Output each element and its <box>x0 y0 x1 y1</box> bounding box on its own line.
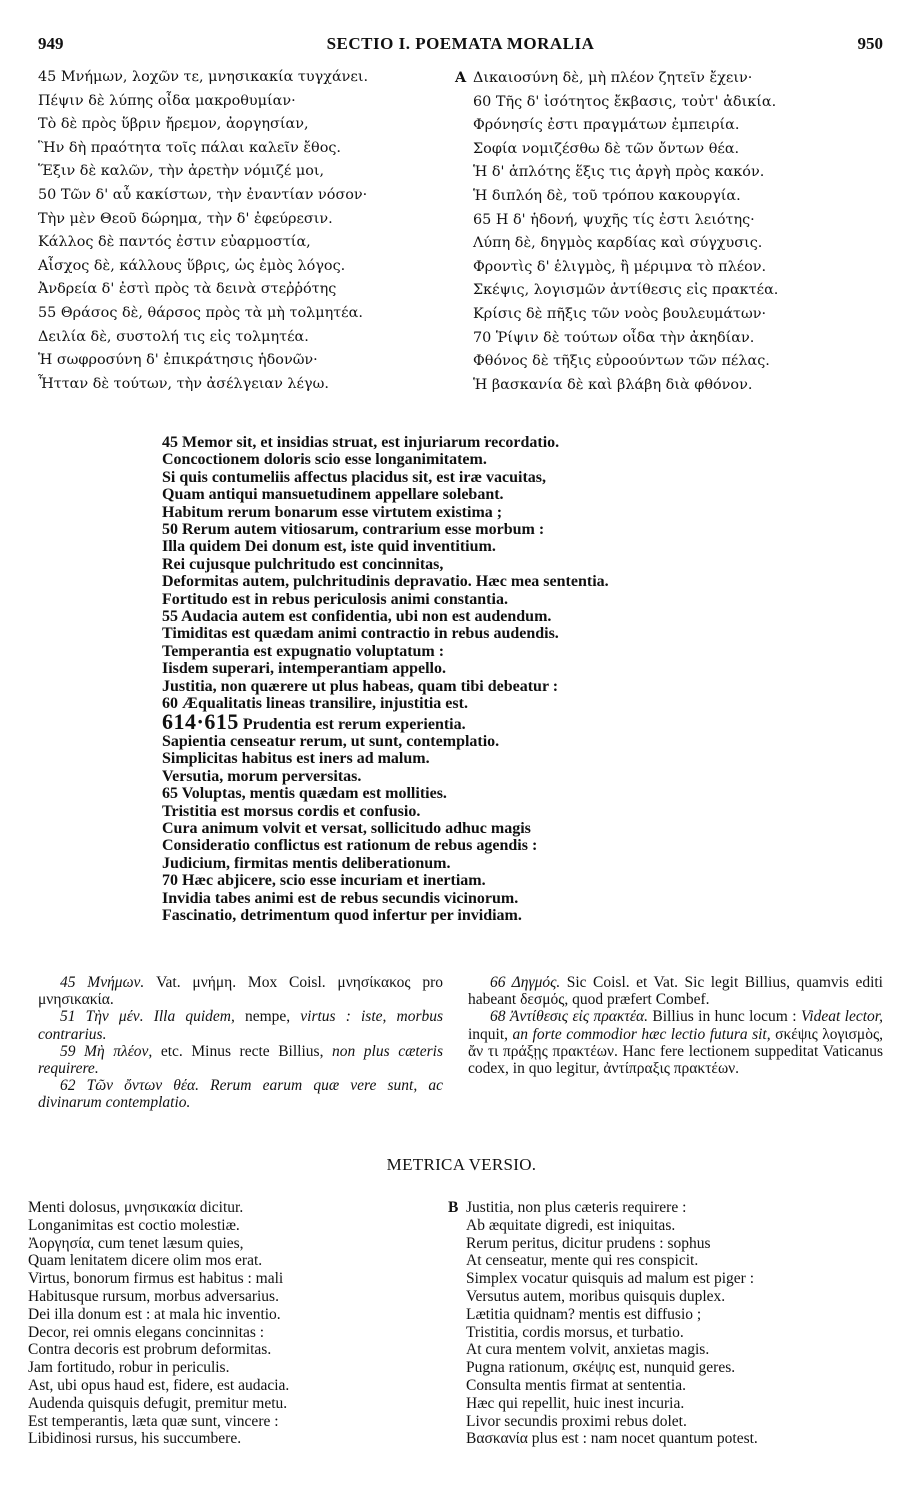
metrical-version-right-column <box>448 1199 888 1448</box>
metrica-left-line: Est temperantis, læta quæ sunt, vincere : <box>28 1412 279 1430</box>
page-header <box>38 34 883 58</box>
page-number-right: 950 <box>857 34 883 53</box>
greek-left-line: Πέψιν δὲ λύπης οἶδα μακροθυμίαν· <box>38 92 296 109</box>
footnote: 62 Τῶν ὄντων θέα. Rerum earum quæ vere sunt, ac divinarum contemplatio. <box>38 1077 443 1112</box>
greek-right-line: Σκέψις, λογισμῶν ἀντίθεσις εἰς πρακτέα. <box>473 282 779 299</box>
footnote: 68 Ἀντίθεσις εἰς πρακτέα. Billius in hunc locum : Videat lector, inquit, an forte commodior hæc lectio futura sit, σκέψις λογισμὸς, ἄν τι πράξῃς πρακτέων. Hanc fere lectionem suppeditat Vaticanus codex, in quo legitur, ἀντίπραξις πρακτέων. <box>468 1008 883 1078</box>
metrica-left-line: Audenda quisquis defugit, premitur metu. <box>28 1394 288 1412</box>
metrica-left-line: Longanimitas est coctio molestiæ. <box>28 1216 240 1234</box>
metrica-right-line: Consulta mentis firmat at sententia. <box>466 1376 686 1394</box>
metrica-right-line: Rerum peritus, dicitur prudens : sophus <box>466 1234 711 1252</box>
running-title: SECTIO I. POEMATA MORALIA <box>326 34 595 53</box>
latin-line: Justitia, non quærere ut plus habeas, quam tibi debeatur : <box>162 677 559 695</box>
latin-line: Si quis contumeliis affectus placidus sit, est iræ vacuitas, <box>162 468 547 486</box>
metrica-left-line: Dei illa donum est : at mala hic inventio. <box>28 1305 281 1323</box>
greek-right-line: A Δικαιοσύνη δὲ, μὴ πλέον ζητεῖν ἔχειν· <box>455 66 865 91</box>
latin-line: Sapientia censeatur rerum, ut sunt, contemplatio. <box>162 732 500 750</box>
greek-left-line: 55 Θράσος δὲ, θάρσος πρὸς τὰ μὴ τολμητέα. <box>38 304 363 321</box>
greek-left-line: Κάλλος δὲ παντός ἐστιν εὐαρμοστία, <box>38 234 311 251</box>
column-marker-b: B <box>448 1199 459 1216</box>
column-marker-a: A <box>455 69 467 86</box>
footnotes-right-column <box>468 974 883 1077</box>
greek-right-line: Φρόνησίς ἐστι πραγμάτων ἐμπειρία. <box>473 117 740 134</box>
latin-line: Judicium, firmitas mentis deliberationum. <box>162 854 451 872</box>
metrica-left-line: Habitusque rursum, morbus adversarius. <box>28 1287 279 1305</box>
latin-line: Invidia tabes animi est de rebus secundis vicinorum. <box>162 889 519 907</box>
greek-left-line: 50 Τῶν δ' αὖ κακίστων, τὴν ἐναντίαν νόσον· <box>38 186 368 203</box>
metrica-left-line: Decor, rei omnis elegans concinnitas : <box>28 1323 265 1341</box>
metrica-left-line: Menti dolosus, μνησικακία dicitur. <box>28 1199 244 1216</box>
metrica-right-line: Pugna rationum, σκέψις est, nunquid geres. <box>466 1359 736 1377</box>
metrica-right-line: Simplex vocatur quisquis ad malum est piger : <box>466 1270 754 1288</box>
latin-line: Fascinatio, detrimentum quod infertur per invidiam. <box>162 906 522 924</box>
latin-line: Habitum rerum bonarum esse virtutem existima ; <box>162 503 503 521</box>
metrica-left-line: Ast, ubi opus haud est, fidere, est audacia. <box>28 1376 290 1394</box>
metrica-left-line: Ἀοργησία, cum tenet læsum quies, <box>28 1234 244 1252</box>
latin-translation <box>162 434 752 924</box>
metrica-left-line: Virtus, bonorum firmus est habitus : mali <box>28 1270 284 1288</box>
footnote: 51 Τὴν μέν. Illa quidem, nempe, virtus : iste, morbus contrarius. <box>38 1008 444 1043</box>
metrica-left-line: Quam lenitatem dicere olim mos erat. <box>28 1252 263 1270</box>
metrica-right-line: Tristitia, cordis morsus, et turbatio. <box>466 1323 684 1341</box>
latin-line: 45 Memor sit, et insidias struat, est injuriarum recordatio. <box>162 434 560 451</box>
greek-right-line: Φροντὶς δ' ἑλιγμὸς, ἢ μέριμνα τὸ πλέον. <box>473 258 767 275</box>
greek-right-line: Σοφία νομιζέσθω δὲ τῶν ὄντων θέα. <box>473 140 740 157</box>
footnote: 45 Μνήμων. Vat. μνήμη. Mox Coisl. μνησίκακος pro μνησικακία. <box>38 974 443 1009</box>
metrica-left-line: Jam fortitudo, robur in periculis. <box>28 1359 230 1377</box>
page-number-left: 949 <box>38 34 64 53</box>
latin-line: 65 Voluptas, mentis quædam est mollities. <box>162 785 447 803</box>
footnotes-left-column <box>38 974 443 1112</box>
latin-line: 50 Rerum autem vitiosarum, contrarium esse morbum : <box>162 521 545 539</box>
latin-line: 614·615 Prudentia est rerum experientia. <box>162 708 466 734</box>
latin-line: Concoctionem doloris scio esse longanimitatem. <box>162 451 487 469</box>
greek-right-line: Ἡ διπλόη δὲ, τοῦ τρόπου κακουργία. <box>473 187 741 204</box>
metrica-left-line: Libidinosi rursus, his succumbere. <box>28 1430 242 1448</box>
metrica-right-line: Versutus autem, moribus quisquis duplex. <box>466 1287 726 1305</box>
greek-right-line: Φθόνος δὲ τῆξις εὐροούντων τῶν πέλας. <box>473 353 770 370</box>
latin-line: 55 Audacia autem est confidentia, ubi non est audendum. <box>162 608 552 626</box>
metrica-right-line: Ab æquitate digredi, est iniquitas. <box>466 1216 676 1234</box>
metrica-right-line: Βασκανία plus est : nam nocet quantum potest. <box>466 1430 758 1448</box>
greek-left-line: 45 Μνήμων, λοχῶν τε, μνησικακία τυγχάνει. <box>38 69 369 85</box>
greek-right-line: Κρίσις δὲ πῆξις τῶν νοὸς βουλευμάτων· <box>473 305 767 322</box>
greek-left-line: Ἡ σωφροσύνη δ' ἐπικράτησις ἡδονῶν· <box>38 352 318 369</box>
metrica-right-line: Livor secundis proximi rebus dolet. <box>466 1412 687 1430</box>
metrica-right-line: Lætitia quidnam? mentis est diffusio ; <box>466 1305 702 1323</box>
footnote: 59 Μὴ πλέον, etc. Minus recte Billius, non plus cæteris requirere. <box>38 1042 443 1078</box>
metrica-right-line: At censeatur, mente qui res conspicit. <box>466 1252 699 1270</box>
latin-line: Simplicitas habitus est iners ad malum. <box>162 750 430 768</box>
column-number-marker: 614·615 <box>162 708 239 734</box>
latin-line: Quam antiqui mansuetudinem appellare solebant. <box>162 486 504 504</box>
section-title: METRICA VERSIO. <box>386 1155 537 1174</box>
latin-line: 60 Æqualitatis lineas transilire, injustitia est. <box>162 695 468 713</box>
latin-line: Iisdem superari, intemperantiam appello. <box>162 660 446 678</box>
metrica-right-line: Hæc qui repellit, huic inest incuria. <box>466 1394 685 1412</box>
metrical-version-left-column <box>28 1199 438 1448</box>
latin-line: Consideratio conflictus est rationum de rebus agendis : <box>162 837 538 855</box>
latin-line: Tristitia est morsus cordis et confusio. <box>162 802 421 820</box>
latin-line: Rei cujusque pulchritudo est concinnitas, <box>162 555 444 573</box>
greek-left-line: Τὸ δὲ πρὸς ὕβριν ἤρεμον, ἀοργησίαν, <box>38 116 309 133</box>
greek-text-right-column <box>455 66 865 397</box>
latin-line: Timiditas est quædam animi contractio in rebus audendis. <box>162 625 559 643</box>
latin-line: 70 Hæc abjicere, scio esse incuriam et inertiam. <box>162 872 486 890</box>
metrica-right-line: At cura mentem volvit, anxietas magis. <box>466 1341 710 1359</box>
greek-text-left-column <box>38 66 438 396</box>
greek-right-line: 60 Τῆς δ' ἰσότητος ἔκβασις, τοὐτ' ἀδικία. <box>473 93 777 110</box>
greek-left-line: Ἣν δὴ πραότητα τοῖς πάλαι καλεῖν ἔθος. <box>38 139 341 156</box>
greek-right-line: Ἡ βασκανία δὲ καὶ βλάβη διὰ φθόνον. <box>473 376 753 393</box>
latin-line: Cura animum volvit et versat, sollicitudo adhuc magis <box>162 819 531 837</box>
greek-right-line: 70 Ῥίψιν δὲ τούτων οἶδα τὴν ἀκηδίαν. <box>473 329 755 346</box>
metrica-left-line: Contra decoris est probrum deformitas. <box>28 1341 272 1359</box>
greek-left-line: Ἀνδρεία δ' ἐστὶ πρὸς τὰ δεινὰ στεῤῥότης <box>38 281 337 298</box>
greek-right-line: 65 Η δ' ἡδονή, ψυχῆς τίς ἐστι λειότης· <box>473 211 755 228</box>
greek-left-line: Αἶσχος δὲ, κάλλους ὕβρις, ὡς ἐμὸς λόγος. <box>38 257 346 274</box>
footnote: 66 Δηγμός. Sic Coisl. et Vat. Sic legit Billius, quamvis editi habeant δεσμός, quod præfert Combef. <box>468 974 883 1009</box>
greek-left-line: Τὴν μὲν Θεοῦ δώρημα, τὴν δ' ἐφεύρεσιν. <box>38 210 333 227</box>
latin-line: Versutia, morum perversitas. <box>162 767 362 785</box>
latin-line: Fortitudo est in rebus periculosis animi constantia. <box>162 590 508 608</box>
greek-left-line: Ἕξιν δὲ καλῶν, τὴν ἀρετὴν νόμιζέ μοι, <box>38 163 325 180</box>
greek-left-line: Ἧτταν δὲ τούτων, τὴν ἀσέλγειαν λέγω. <box>38 375 329 392</box>
latin-line: Temperantia est expugnatio voluptatum : <box>162 642 445 660</box>
greek-left-line: Δειλία δὲ, συστολή τις εἰς τολμητέα. <box>38 328 309 345</box>
metrica-right-line: B Justitia, non plus cæteris requirere : <box>448 1199 687 1216</box>
latin-line: Illa quidem Dei donum est, iste quid inventitium. <box>162 538 496 556</box>
greek-right-line: Λύπη δὲ, δηγμὸς καρδίας καὶ σύγχυσις. <box>473 235 763 252</box>
greek-right-line: Ἡ δ' ἁπλότης ἕξις τις ἀργὴ πρὸς κακόν. <box>473 164 765 181</box>
latin-line: Deformitas autem, pulchritudinis depravatio. Hæc mea sententia. <box>162 573 609 591</box>
